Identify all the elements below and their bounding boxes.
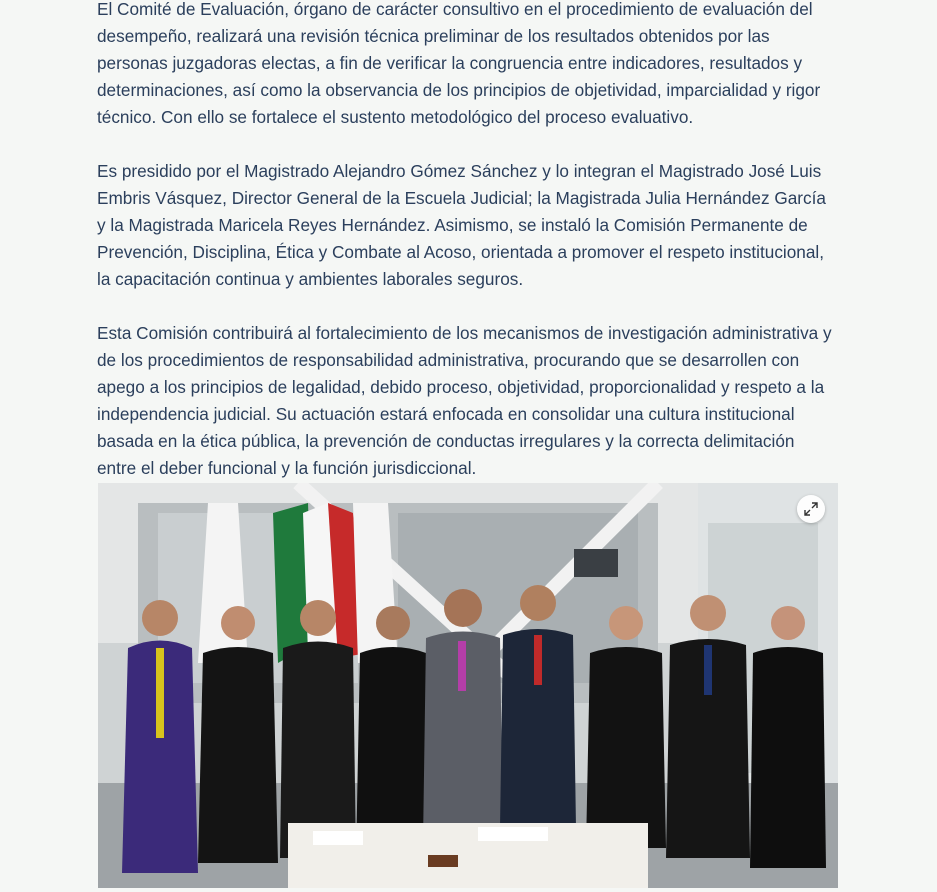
article-body [97, 0, 837, 482]
expand-image-button[interactable] [797, 495, 825, 523]
article-paragraph: Esta Comisión contribuirá al fortalecimiento de los mecanismos de investigación administrativa y de los procedimientos de responsabilidad administrativa, procurando que se desarrollen con apego a los principios de legalidad, debido proceso, objetividad, proporcionalidad y respeto a la independencia judicial. Su actuación estará enfocada en consolidar una cultura institucional basada en la ética pública, la prevención de conductas irregulares y la correcta delimitación entre el deber funcional y la función jurisdiccional. [97, 323, 832, 478]
paragraph-spacer [97, 293, 837, 320]
paragraph-spacer [97, 131, 837, 158]
group-photo-illustration [98, 483, 838, 888]
article-photo[interactable] [98, 483, 838, 888]
article-paragraph: Es presidido por el Magistrado Alejandro Gómez Sánchez y lo integran el Magistrado José Luis Embris Vásquez, Director General de la Escuela Judicial; la Magistrada Julia Hernández García y la Magistrada Maricela Reyes Hernández. Asimismo, se instaló la Comisión Permanente de Prevención, Disciplina, Ética y Combate al Acoso, orientada a promover el respeto institucional, la capacitación continua y ambientes laborales seguros. [97, 161, 826, 289]
expand-icon [804, 502, 818, 516]
article-paragraph: El Comité de Evaluación, órgano de carácter consultivo en el procedimiento de evaluación del desempeño, realizará una revisión técnica preliminar de los resultados obtenidos por las personas juzgadoras electas, a fin de verificar la congruencia entre indicadores, resultados y determinaciones, así como la observancia de los principios de objetividad, imparcialidad y rigor técnico. Con ello se fortalece el sustento metodológico del proceso evaluativo. [97, 0, 821, 127]
